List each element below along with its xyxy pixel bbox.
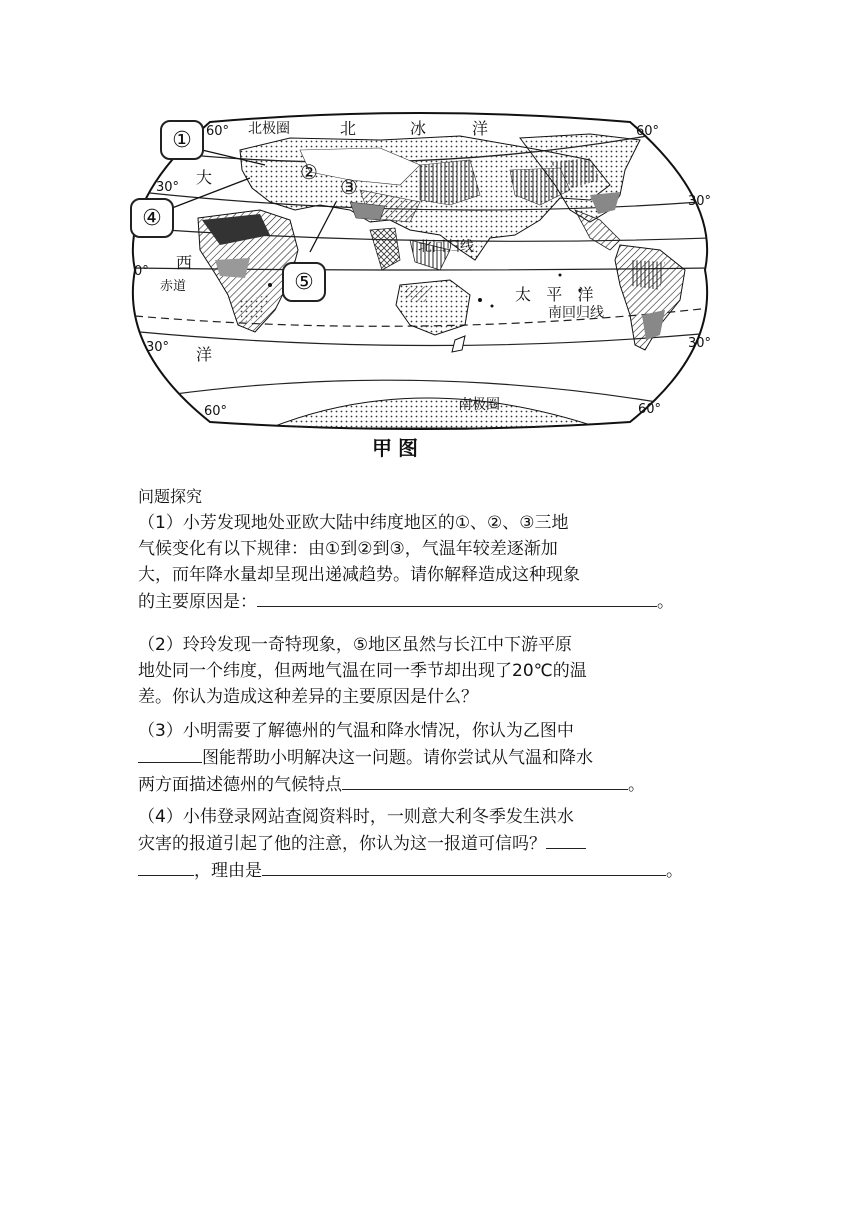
lat-30n-right-label: 30° [688,194,712,209]
tropic-of-cancer-label: 北回归线 [418,239,474,255]
arctic-circle-label: 北极圈 [248,121,290,137]
q1-line-4-suffix: 。 [657,592,674,612]
label-ocean-top: 洋 [472,119,489,138]
q3-line-3-suffix: 。 [628,775,645,795]
question-4 [138,804,738,884]
label-ice: 冰 [410,119,427,138]
q4-credible-blank[interactable] [546,830,586,849]
label-atlantic-yang: 洋 [196,345,213,364]
marker-1-label: ① [172,127,192,153]
q3-line-2-suffix: 图能帮助小明解决这一问题。请你尝试从气温和降水 [202,748,593,768]
equator-label: 赤道 [160,279,187,294]
lat-60s-right-label: 60° [638,402,662,417]
q4-line-2-text: 灾害的报道引起了他的注意，你认为这一报道可信吗？ [138,834,546,854]
q1-line-4-prefix: 的主要原因是： [138,592,257,612]
tropic-of-capricorn-label: 南回归线 [548,305,604,321]
label-atlantic-xi: 西 [176,253,193,272]
q1-line-1: （1）小芳发现地处亚欧大陆中纬度地区的①、②、③三地 [138,513,569,533]
marker-2: ② [300,160,318,184]
q3-line-3-prefix: 两方面描述德州的气候特点 [138,775,342,795]
q4-reason-blank[interactable] [262,857,666,876]
label-atlantic-da: 大 [196,168,213,187]
marker-3: ③ [340,175,358,199]
q3-line-2 [138,744,738,771]
lat-30s-left-label: 30° [146,340,170,355]
question-2 [138,632,738,710]
callout-marker-1 [160,120,204,160]
marker-4-label: ④ [142,205,162,231]
q2-line-1: （2）玲玲发现一奇特现象，⑤地区虽然与长江中下游平原 [138,635,573,655]
q3-figure-blank[interactable] [138,744,202,763]
equator-zero-label: 0° [134,264,149,279]
q3-answer-blank[interactable] [342,771,628,790]
q2-line-2: 地处同一个纬度，但两地气温在同一季节却出现了20℃的温 [138,661,587,681]
q3-line-3 [138,771,738,798]
q1-line-4 [138,588,738,615]
lat-30n-left-label: 30° [156,180,180,195]
lat-30s-right-label: 30° [688,336,712,351]
marker-5-label: ⑤ [294,269,314,295]
pacific-label: 太 平 洋 [515,285,594,304]
q4-line-3 [138,857,738,884]
lat-60s-left-label: 60° [204,404,228,419]
q4-line-3-mid: ，理由是 [194,861,262,881]
callout-marker-5 [282,262,326,302]
world-climate-map [120,110,720,430]
q4-line-2 [138,830,738,857]
q1-answer-blank[interactable] [257,588,657,607]
antarctic-circle-label: 南极圈 [458,397,500,413]
q3-line-1: （3）小明需要了解德州的气温和降水情况，你认为乙图中 [138,721,574,741]
q1-line-3: 大，而年降水量却呈现出递减趋势。请你解释造成这种现象 [138,565,580,585]
section-title: 问题探究 [138,487,203,506]
q2-line-3: 差。你认为造成这种差异的主要原因是什么？ [138,687,478,707]
q4-line-3-suffix: 。 [666,861,683,881]
lat-60n-left-label: 60° [206,124,230,139]
label-north: 北 [340,119,357,138]
lat-60n-right-label: 60° [636,124,660,139]
q1-line-2: 气候变化有以下规律：由①到②到③，气温年较差逐渐加 [138,539,558,559]
question-3 [138,718,738,798]
map-caption: 甲图 [372,436,424,460]
callout-marker-4 [130,198,174,238]
q4-credible-blank-cont[interactable] [138,857,194,876]
q4-line-1: （4）小伟登录网站查阅资料时，一则意大利冬季发生洪水 [138,807,574,827]
question-1 [138,510,738,615]
